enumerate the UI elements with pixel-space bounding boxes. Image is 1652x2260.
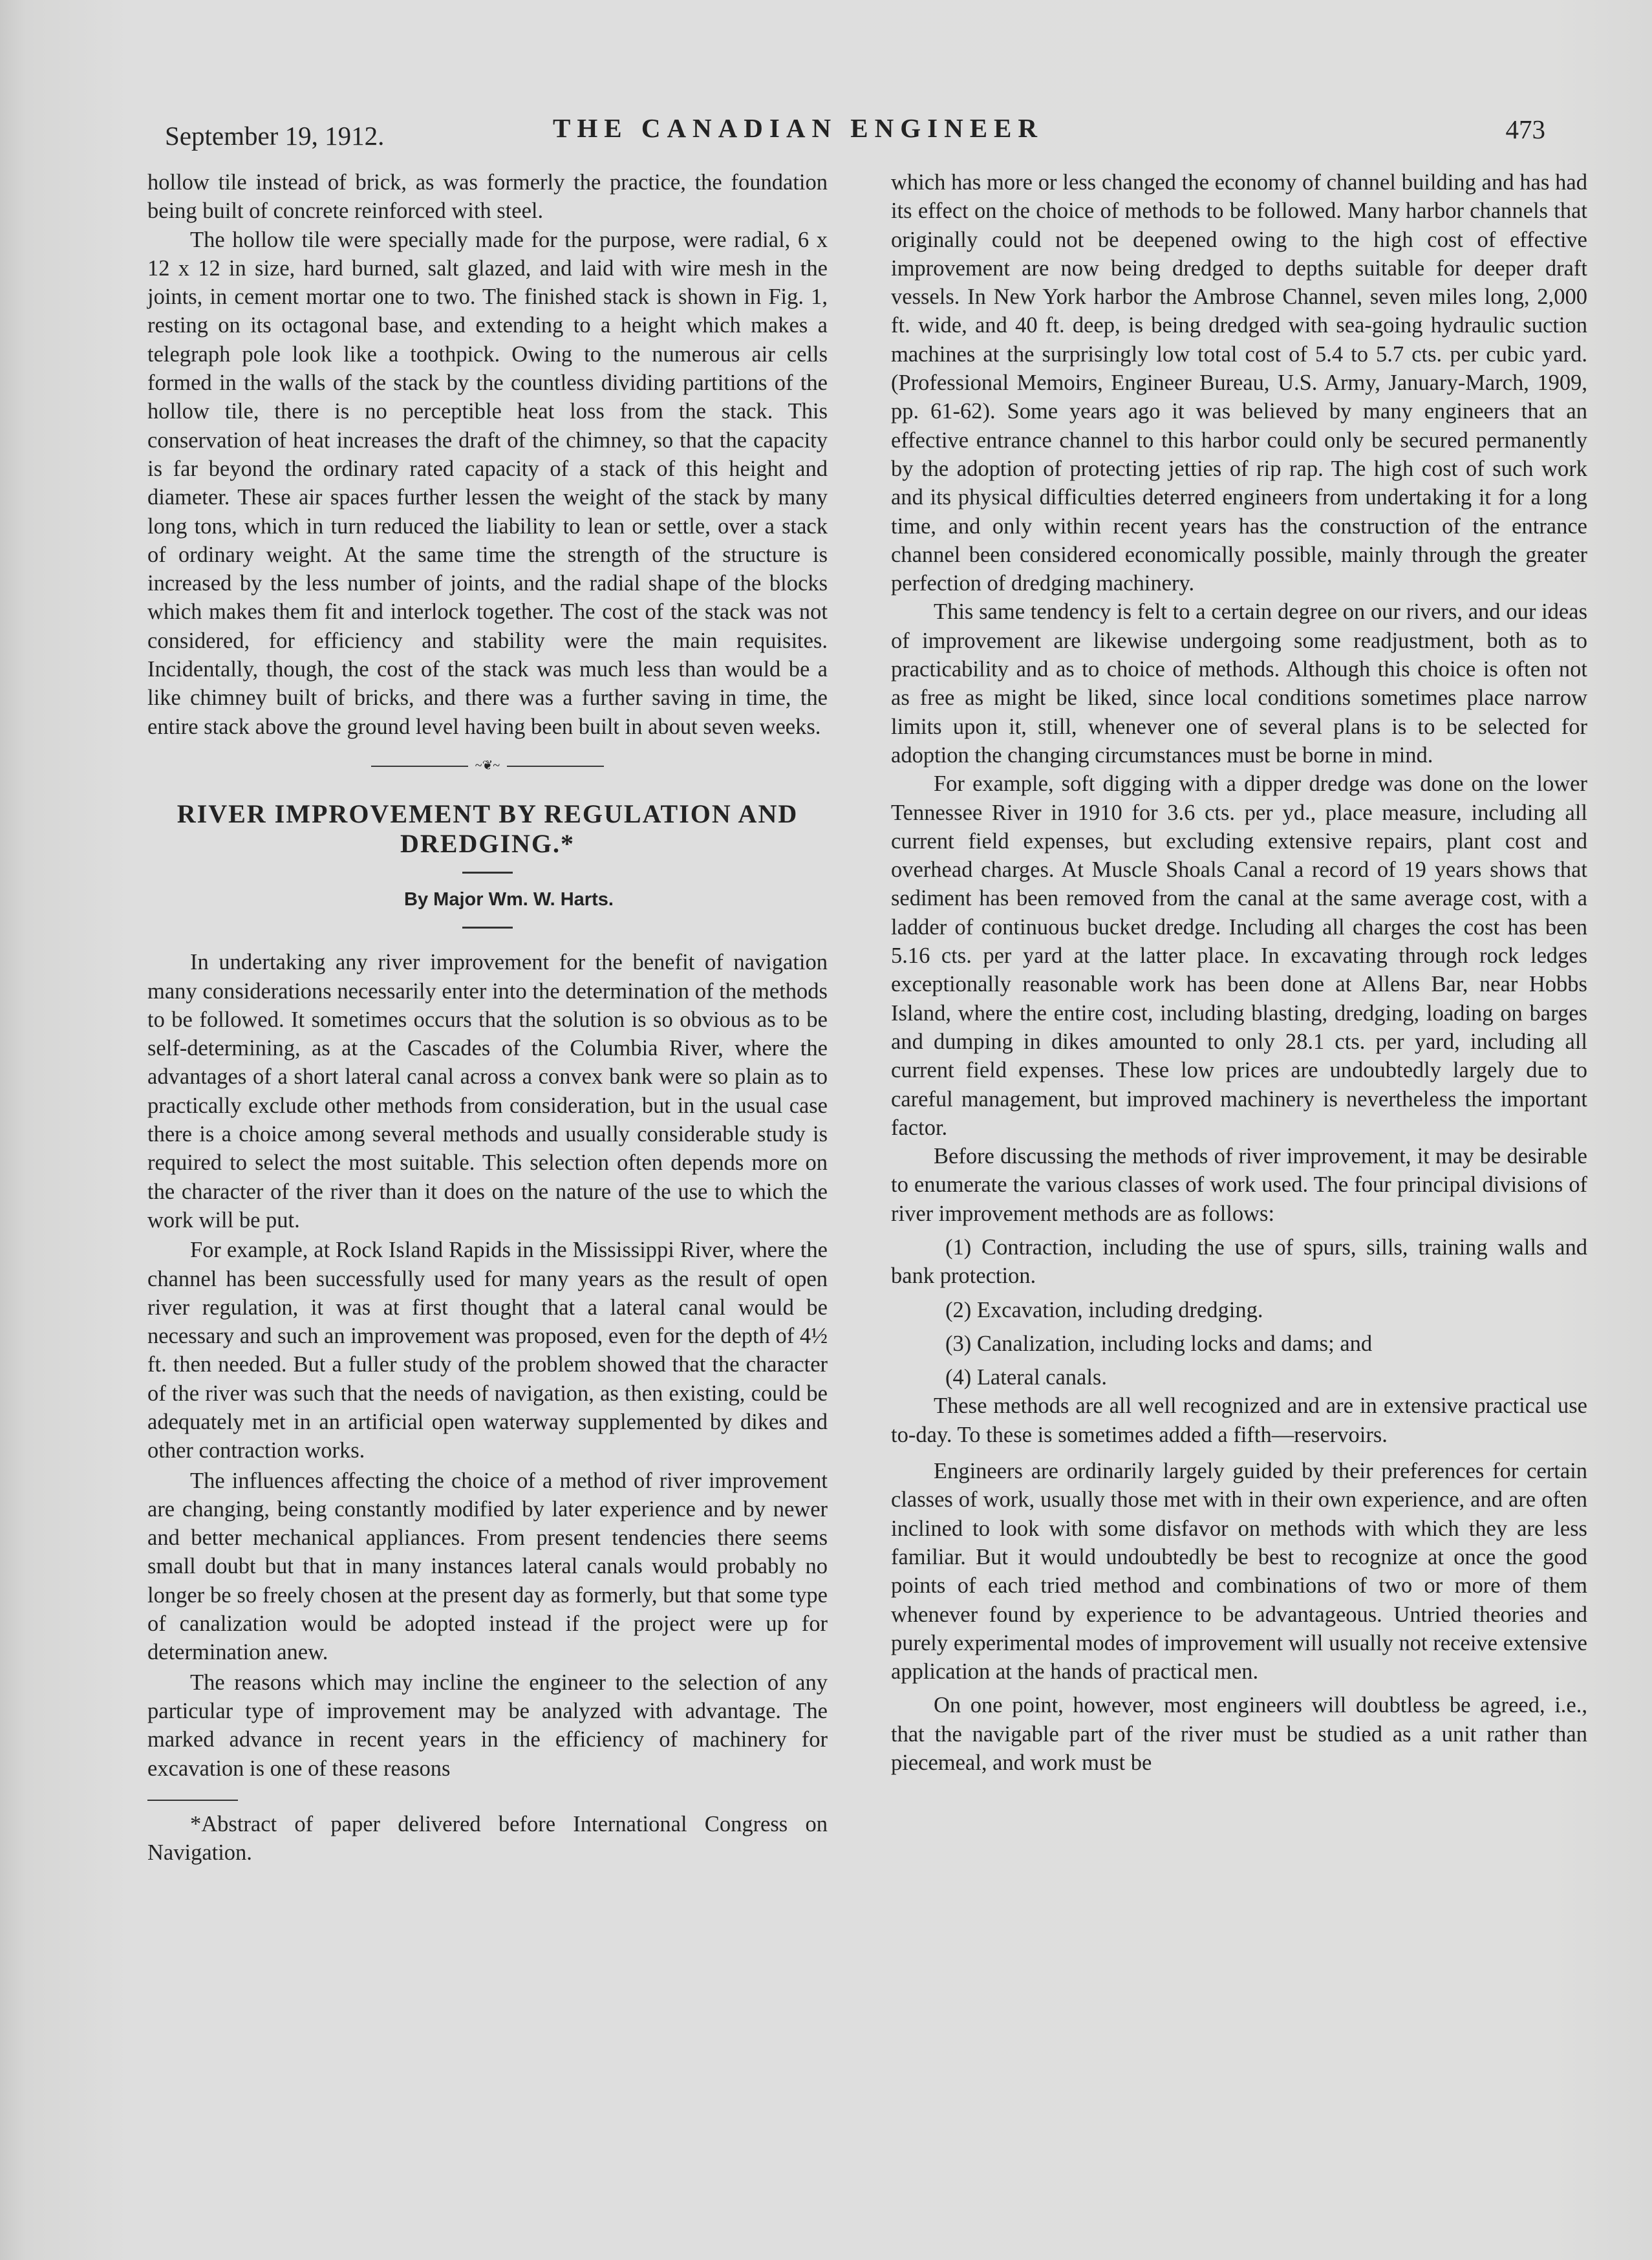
list-item: (3) Canalization, including locks and dams; and <box>945 1331 1373 1356</box>
paragraph: The influences affecting the choice of a method of river improvement are changing, being constantly modified by later experience and by newer and better mechanical appliances. From present tendencies there seems small doubt but that in many instances lateral canals would probably no longer be so freely chosen at the present day as formerly, but that some type of canalization would be adopted instead if the project were up for determination anew. <box>147 1468 828 1665</box>
article-title: RIVER IMPROVEMENT BY REGULATION AND DREDGING.* <box>177 799 799 858</box>
journal-title: THE CANADIAN ENGINEER <box>553 113 1044 143</box>
paragraph: On one point, however, most engineers will doubtless be agreed, i.e., that the navigable part of the river must be studied as a unit rather than piecemeal, and work must be <box>891 1693 1587 1776</box>
left-column <box>147 168 828 1867</box>
paragraph: In undertaking any river improvement for the benefit of navigation many considerations necessarily enter into the determination of the methods to be followed. It sometimes occurs that the solution is so obvious as to be self-determining, as at the Cascades of the Columbia River, where the advantages of a short lateral canal across a convex bank were so plain as to practically exclude other methods from consideration, but in the usual case there is a choice among several methods and usually considerable study is required to select the most suitable. This selection often depends more on the character of the river than it does on the nature of the use to which the work will be put. <box>147 950 828 1232</box>
divider <box>462 927 513 929</box>
running-header <box>165 110 1555 155</box>
paragraph: The reasons which may incline the engineer to the selection of any particular type of improvement may be analyzed with advantage. The marked advance in recent years in the efficiency of machinery for excavation is one of these reasons <box>147 1670 828 1781</box>
flourish-icon: ~❦~ <box>468 760 507 771</box>
divider <box>462 872 513 874</box>
paragraph: For example, at Rock Island Rapids in the Mississippi River, where the channel has been successfully used for many years as the result of open river regulation, it was at first thought that a lateral canal would be necessary and such an improvement was proposed, even for the depth of 4½ ft. then needed. But a fuller study of the problem showed that the character of the river was such that the needs of navigation, as then existing, could be adequately met in an artificial open waterway supplemented by dikes and other contraction works. <box>147 1238 828 1463</box>
byline: By Major Wm. W. Harts. <box>404 888 614 910</box>
paragraph: Engineers are ordinarily largely guided by their preferences for certain classes of work, usually those met with in their own experience, and are often inclined to look with some disfavor on methods with which they are less familiar. But it would undoubtedly be best to recognize at once the good points of each tried method and combinations of two or more of them whenever found by experience to be advantageous. Untried theories and purely experimental modes of improvement will usually not receive extensive application at the hands of practical men. <box>891 1459 1587 1684</box>
issue-date: September 19, 1912. <box>165 121 385 151</box>
paragraph: which has more or less changed the economy of channel building and has had its effect on the choice of methods to be followed. Many harbor channels that originally could not be deepened owing to the high cost of effective improvement are now being dredged to depths suitable for deeper draft vessels. In New York harbor the Ambrose Channel, seven miles long, 2,000 ft. wide, and 40 ft. deep, is being dredged with sea-going hydraulic suction machines at the surprisingly low total cost of 5.4 to 5.7 cts. per cubic yard. (Professional Memoirs, Engineer Bureau, U.S. Army, January-March, 1909, pp. 61-62). Some years ago it was believed by many engineers that an effective entrance channel to this harbor could only be secured permanently by the adoption of protecting jetties of rip rap. The high cost of such work and its physical difficulties deterred engineers from undertaking it for a long time, and only within recent years has the construction of the entrance channel been considered economically possible, mainly through the greater perfection of dredging machinery. <box>891 170 1587 596</box>
paragraph: hollow tile instead of brick, as was formerly the practice, the foundation being built of concrete reinforced with steel. <box>147 170 828 224</box>
footnote-rule <box>147 1800 238 1801</box>
page-number: 473 <box>1505 114 1545 144</box>
paragraph: Before discussing the methods of river improvement, it may be desirable to enumerate the various classes of work used. The four principal divisions of river improvement methods are as follows: <box>891 1144 1587 1226</box>
right-column <box>891 168 1587 1777</box>
paragraph: This same tendency is felt to a certain degree on our rivers, and our ideas of improvement are likewise undergoing some readjustment, both as to practicability and as to choice of methods. Although this choice is often not as free as might be liked, since local conditions sometimes place narrow limits upon it, still, whenever one of several plans is to be selected for adoption the changing circumstances must be borne in mind. <box>891 599 1587 768</box>
list-item: (2) Excavation, including dredging. <box>945 1297 1263 1322</box>
paragraph: For example, soft digging with a dipper dredge was done on the lower Tennessee River in 1910 for 3.6 cts. per yd., place measure, including all current field expenses, but excluding extensive repairs, plant cost and overhead charges. At Muscle Shoals Canal a record of 19 years shows that sediment has been removed from the canal at the same average cost, with a ladder of continuous bucket dredge. Including all charges the cost has been 5.16 cts. per yard at the latter place. In excavating through rock ledges exceptionally reasonable work has been done at Allens Bar, near Hobbs Island, where the entire cost, including blasting, dredging, loading on barges and dumping in dikes amounted to only 28.1 cts. per yard, including all current field expenses. These low prices are undoubtedly largely due to careful management, but improved machinery is nevertheless the important factor. <box>891 771 1587 1140</box>
section-ornament <box>371 757 604 776</box>
footnote: *Abstract of paper delivered before International Congress on Navigation. <box>147 1811 828 1866</box>
paragraph: The hollow tile were specially made for the purpose, were radial, 6 x 12 x 12 in size, hard burned, salt glazed, and laid with wire mesh in the joints, in cement mortar one to two. The finished stack is shown in Fig. 1, resting on its octagonal base, and extending to a height which makes a telegraph pole look like a toothpick. Owing to the numerous air cells formed in the walls of the stack by the countless dividing partitions of the hollow tile, there is no perceptible heat loss from the stack. This conservation of heat increases the draft of the chimney, so that the capacity is far beyond the ordinary rated capacity of a stack of this height and diameter. These air spaces further lessen the weight of the stack by many long tons, which in turn reduced the liability to lean or settle, over a stack of ordinary weight. At the same time the strength of the structure is increased by the less number of joints, and the radial shape of the blocks which makes them fit and interlock together. The cost of the stack was not considered, for efficiency and stability were the main requisites. Incidentally, though, the cost of the stack was much less than would be a like chimney built of bricks, and there was a further saving in time, the entire stack above the ground level having been built in about seven weeks. <box>147 227 828 739</box>
list-item: (1) Contraction, including the use of spurs, sills, training walls and bank protection. <box>891 1234 1587 1289</box>
list-item: (4) Lateral canals. <box>945 1365 1107 1390</box>
paragraph: These methods are all well recognized and are in extensive practical use to-day. To these is sometimes added a fifth—reservoirs. <box>891 1394 1587 1447</box>
